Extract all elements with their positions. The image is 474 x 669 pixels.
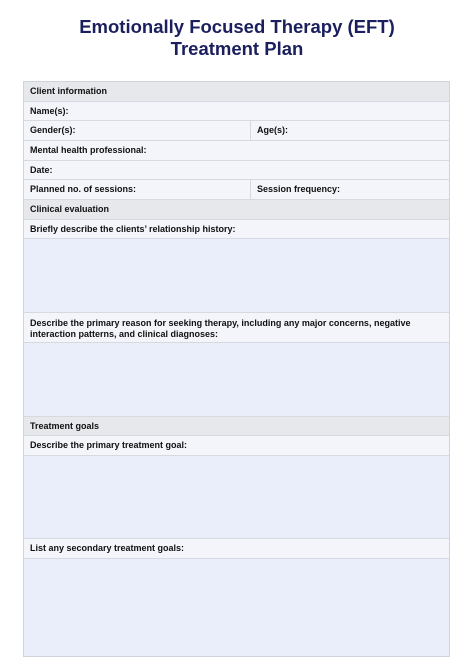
therapy-reason-label: Describe the primary reason for seeking therapy, including any major concerns, negative interaction patterns, and clinical diagnoses:: [30, 318, 411, 339]
date-label: Date:: [30, 164, 53, 175]
session-frequency-field[interactable]: Session frequency:: [250, 180, 449, 199]
ages-field[interactable]: Age(s):: [250, 121, 449, 140]
title-line-2: Treatment Plan: [170, 38, 304, 59]
names-label: Name(s):: [30, 105, 69, 116]
section-title: Treatment goals: [30, 420, 100, 431]
gender-age-row: [24, 121, 449, 141]
sessions-row: [24, 180, 449, 200]
relationship-history-input[interactable]: [24, 239, 449, 313]
names-field[interactable]: [24, 102, 449, 121]
mental-health-professional-field[interactable]: [24, 141, 449, 161]
title-line-1: Emotionally Focused Therapy (EFT): [79, 16, 395, 37]
planned-sessions-field[interactable]: Planned no. of sessions:: [30, 184, 137, 194]
relationship-history-label-row: [24, 220, 449, 239]
relationship-history-label: Briefly describe the clients’ relationship history:: [30, 223, 236, 234]
secondary-goals-label-row: [24, 539, 449, 559]
section-header-treatment-goals: [24, 417, 449, 436]
section-header-client-information: [24, 82, 449, 102]
secondary-goals-input[interactable]: [24, 559, 449, 656]
date-field[interactable]: [24, 161, 449, 180]
primary-goal-input[interactable]: [24, 456, 449, 539]
therapy-reason-input[interactable]: [24, 343, 449, 417]
section-title: Client information: [30, 86, 107, 96]
therapy-reason-label-row: [24, 313, 449, 343]
genders-field[interactable]: Gender(s):: [30, 125, 76, 135]
treatment-plan-form: [23, 81, 450, 657]
section-title: Clinical evaluation: [30, 204, 110, 214]
section-header-clinical-evaluation: [24, 200, 449, 220]
document-title: [0, 16, 474, 60]
primary-goal-label-row: [24, 436, 449, 456]
mental-health-professional-label: Mental health professional:: [30, 145, 147, 155]
primary-goal-label: Describe the primary treatment goal:: [30, 440, 188, 450]
secondary-goals-label: List any secondary treatment goals:: [30, 543, 185, 553]
